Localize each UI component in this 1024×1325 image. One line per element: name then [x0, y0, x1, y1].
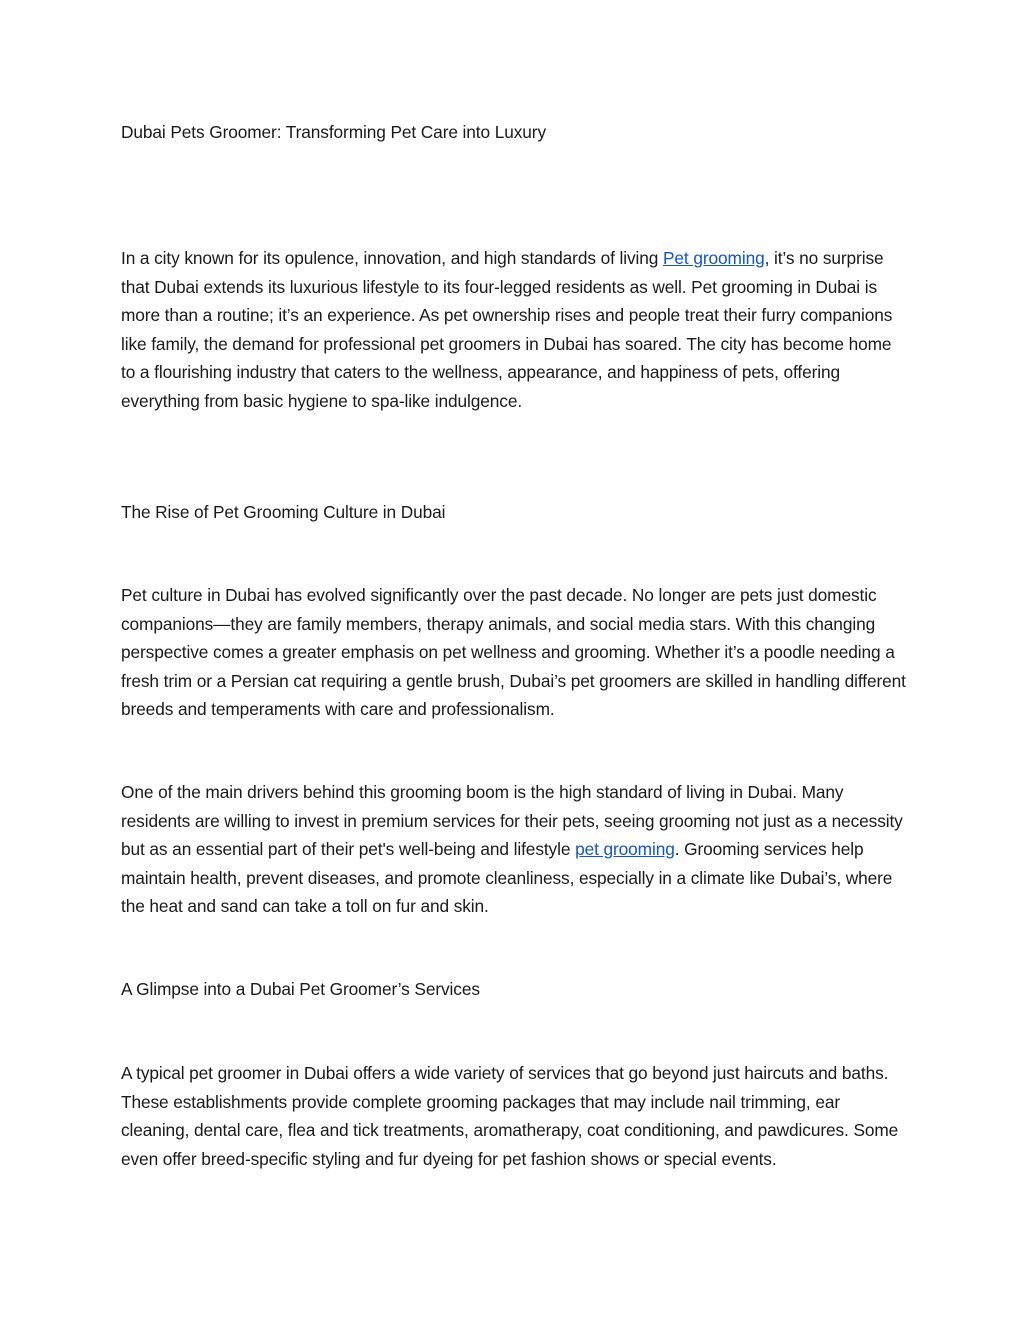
intro-text-before-link: In a city known for its opulence, innovation, and high standards of living: [121, 248, 663, 268]
drivers-text-after-link: . Grooming services help maintain health, prevent diseases, and promote cleanliness, especially in a climate like Dubai’s, where the heat and sand can take a toll on fur and skin.: [121, 839, 893, 916]
heading-groomer-services: A Glimpse into a Dubai Pet Groomer’s Services: [121, 979, 480, 999]
culture-paragraph: Pet culture in Dubai has evolved significantly over the past decade. No longer are pets just domestic companions—they are family members, therapy animals, and social media stars. With this changing perspective comes a greater emphasis on pet wellness and grooming. Whether it’s a poodle needing a fresh trim or a Persian cat requiring a gentle brush, Dubai’s pet groomers are skilled in handling different breeds and temperaments with care and professionalism.: [121, 585, 906, 719]
intro-paragraph: [121, 244, 907, 415]
pet-grooming-link-secondary[interactable]: pet grooming: [575, 839, 675, 859]
services-paragraph: A typical pet groomer in Dubai offers a wide variety of services that go beyond just haircuts and baths. These establishments provide complete grooming packages that may include nail trimming, ear cleaning, dental care, flea and tick treatments, aromatherapy, coat conditioning, and pawdicures. Some even offer breed-specific styling and fur dyeing for pet fashion shows or special events.: [121, 1063, 899, 1169]
pet-grooming-link[interactable]: Pet grooming: [663, 248, 765, 268]
drivers-text-before-link: One of the main drivers behind this grooming boom is the high standard of living in Dubai. Many residents are willing to invest in premium services for their pets, seeing grooming not just as a necessity but as an essential part of their pet's well-being and lifestyle: [121, 782, 903, 859]
heading-rise-of-grooming: The Rise of Pet Grooming Culture in Dubai: [121, 502, 446, 522]
drivers-paragraph: [121, 778, 907, 921]
document-title: Dubai Pets Groomer: Transforming Pet Care into Luxury: [121, 122, 546, 142]
intro-text-after-link: , it’s no surprise that Dubai extends its luxurious lifestyle to its four-legged residents as well. Pet grooming in Dubai is more than a routine; it’s an experience. As pet ownership rises and people treat their furry companions like family, the demand for professional pet groomers in Dubai has soared. The city has become home to a flourishing industry that caters to the wellness, appearance, and happiness of pets, offering everything from basic hygiene to spa-like indulgence.: [121, 248, 893, 411]
